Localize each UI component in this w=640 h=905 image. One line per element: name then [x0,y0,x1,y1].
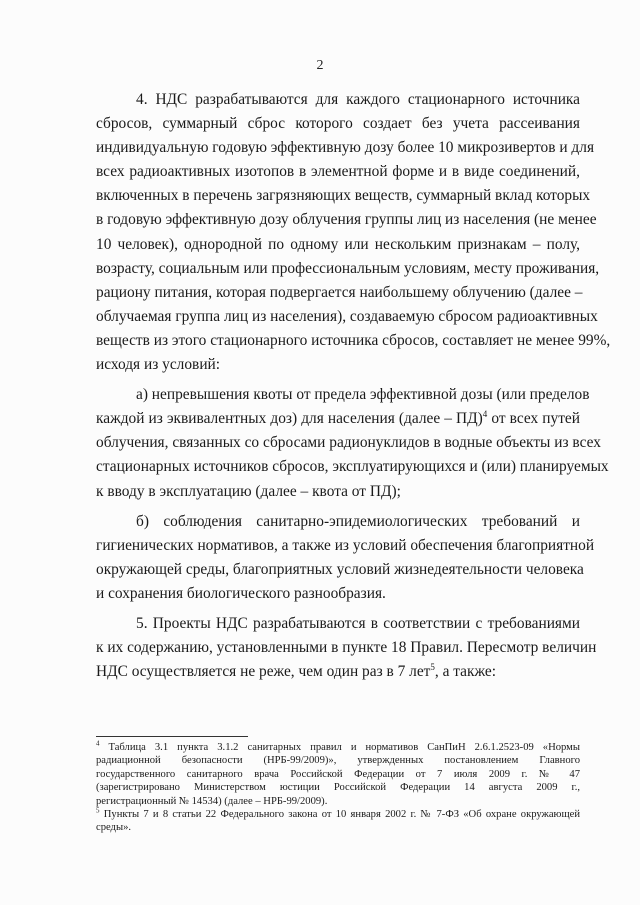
text-line: включенных в перечень загрязняющих веществ, суммарный вклад которых [96,187,591,205]
paragraph-b [96,510,595,606]
text-fragment: каждой из эквивалентных доз) для населения (далее – ПД) [96,410,483,428]
text-line: индивидуальную годовую эффективную дозу более 10 микрозивертов и для [96,139,595,157]
text-line: и сохранения биологического разнообразия. [96,584,386,602]
footnote-line [96,808,580,821]
footnote-5 [96,808,580,835]
text-line: возрасту, социальным или профессиональным условиям, месту проживания, [96,259,600,277]
footnote-4 [96,741,580,808]
text-fragment: Таблица 3.1 пункта 3.1.2 санитарных правил и нормативов СанПиН 2.6.1.2523-09 «Нормы [99,742,580,753]
text-line: к их содержанию, установленными в пункте 18 Правил. Пересмотр величин [96,639,597,657]
text-line: гигиенических нормативов, а также из условий обеспечения благоприятной [96,536,595,554]
footnotes [96,741,580,835]
text-line: 10 человек), однородной по одному или нескольким признакам – полу, [96,235,580,253]
text-line: 5. Проекты НДС разрабатываются в соответствии с требованиями [136,614,580,632]
text-line: сбросов, суммарный сброс которого создает без учета рассеивания [96,115,580,133]
text-line: рациону питания, которая подвергается наибольшему облучению (далее – [96,283,583,301]
footnote-line: государственного санитарного врача Российской Федерации от 7 июля 2009 г. № 47 [96,768,580,780]
footnote-mark: 4 [96,739,100,748]
paragraph-4 [96,88,611,377]
document-body [96,88,611,684]
footnote-line: (зарегистрировано Министерством юстиции Российской Федерации 14 августа 2009 г., [96,782,580,794]
text-line: веществ из этого стационарного источника сбросов, составляет не менее 99%, [96,331,611,349]
text-line: стационарных источников сбросов, эксплуатирующихся и (или) планируемых [96,458,609,476]
footnote-line: регистрационный № 14534) (далее – НРБ-99/2009). [96,795,328,807]
footnote-line [96,741,580,754]
footnote-mark: 5 [96,806,100,815]
text-line: к вводу в эксплуатацию (далее – квота от ПД); [96,482,401,500]
text-fragment: Пункты 7 и 8 статьи 22 Федерального закона от 10 января 2002 г. № 7-ФЗ «Об охране окружающей [99,808,580,820]
footnote-divider [96,736,248,737]
text-line [96,660,580,684]
page-number: 2 [316,58,324,73]
text-fragment: от всех путей [487,410,580,428]
text-line: всех радиоактивных изотопов в элементной форме и в виде соединений, [96,163,580,181]
footnote-ref-5: 5 [430,662,435,673]
text-line: исходя из условий: [96,356,221,374]
footnote-line: среды». [96,822,132,834]
footnote-ref-4: 4 [482,409,488,420]
text-line: облучения, связанных со сбросами радионуклидов в водные объекты из всех [96,434,601,452]
text-line: 4. НДС разрабатываются для каждого стационарного источника [136,91,580,108]
text-line: облучаемая группа лиц из населения), создаваемую сбросом радиоактивных [96,307,598,325]
text-line: а) непревышения квоты от предела эффективной дозы (или пределов [136,386,590,404]
footnote-line: радиационной безопасности (НРБ-99/2009)», утвержденных постановлением Главного [96,755,580,767]
text-line [96,407,580,431]
paragraph-5 [96,612,597,684]
text-fragment: , а также: [434,663,497,681]
text-fragment: НДС осуществляется не реже, чем один раз в 7 лет [96,663,431,681]
text-line: в годовую эффективную дозу облучения группы лиц из населения (не менее [96,211,597,229]
paragraph-a [96,383,609,503]
text-line: окружающей среды, благоприятных условий жизнедеятельности человека [96,560,584,578]
text-line: б) соблюдения санитарно-эпидемиологических требований и [136,512,580,530]
